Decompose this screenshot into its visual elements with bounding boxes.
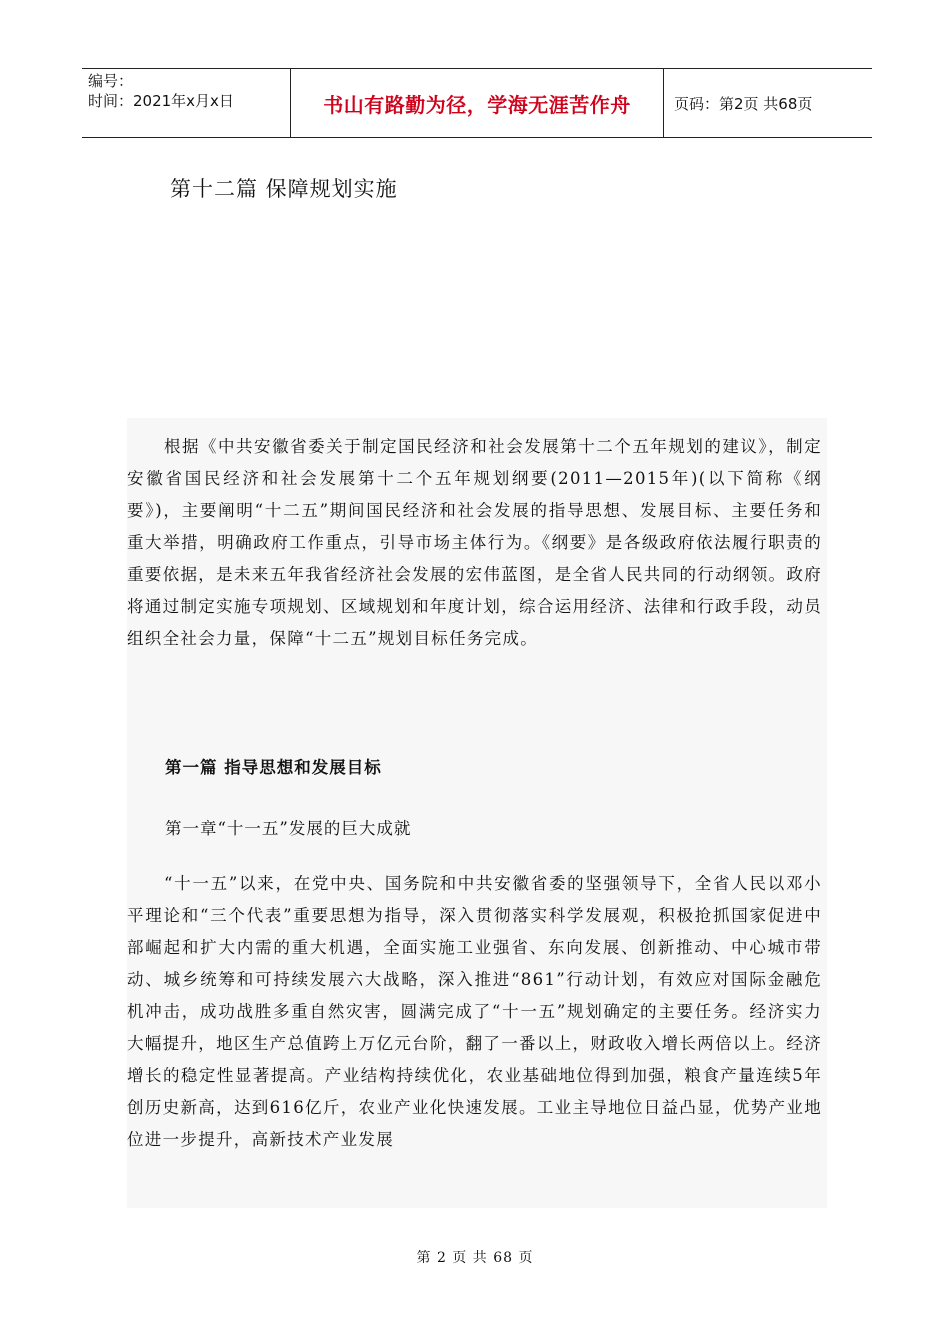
- section-heading: 第一篇 指导思想和发展目标: [165, 758, 382, 777]
- page-header: [82, 68, 872, 138]
- document-title: 第十二篇 保障规划实施: [170, 177, 398, 201]
- header-meta: [82, 69, 290, 137]
- header-motto-cell: [290, 69, 664, 137]
- header-page-info: 页码：第2页 共68页: [674, 94, 813, 113]
- body-paragraph: “十一五”以来，在党中央、国务院和中共安徽省委的坚强领导下，全省人民以邓小平理论和“三个代表”重要思想为指导，深入贯彻落实科学发展观，积极抢抓国家促进中部崛起和扩大内需的重大机遇，全面实施工业强省、东向发展、创新推动、中心城市带动、城乡统筹和可持续发展六大战略，深入推进“861”行动计划，有效应对国际金融危机冲击，成功战胜多重自然灾害，圆满完成了“十一五”规划确定的主要任务。经济实力大幅提升，地区生产总值跨上万亿元台阶，翻了一番以上，财政收入增长两倍以上。经济增长的稳定性显著提高。产业结构持续优化，农业基础地位得到加强，粮食产量连续5年创历史新高，达到616亿斤，农业产业化快速发展。工业主导地位日益凸显，优势产业地位进一步提升，高新技术产业发展: [127, 874, 822, 1149]
- page-footer: 第 2 页 共 68 页: [416, 1250, 534, 1266]
- time-label: 时间：2021年x月x日: [88, 92, 234, 110]
- number-label: 编号：: [88, 72, 134, 90]
- chapter-heading: 第一章“十一五”发展的巨大成就: [165, 819, 412, 838]
- header-motto: 书山有路勤为径，学海无涯苦作舟: [323, 92, 631, 117]
- intro-paragraph: 根据《中共安徽省委关于制定国民经济和社会发展第十二个五年规划的建议》，制定安徽省国民经济和社会发展第十二个五年规划纲要(2011—2015年)(以下简称《纲要》)，主要阐明“十二五”期间国民经济和社会发展的指导思想、发展目标、主要任务和重大举措，明确政府工作重点，引导市场主体行为。《纲要》是各级政府依法履行职责的重要依据，是未来五年我省经济社会发展的宏伟蓝图，是全省人民共同的行动纲领。政府将通过制定实施专项规划、区域规划和年度计划，综合运用经济、法律和行政手段，动员组织全社会力量，保障“十二五”规划目标任务完成。: [127, 437, 822, 648]
